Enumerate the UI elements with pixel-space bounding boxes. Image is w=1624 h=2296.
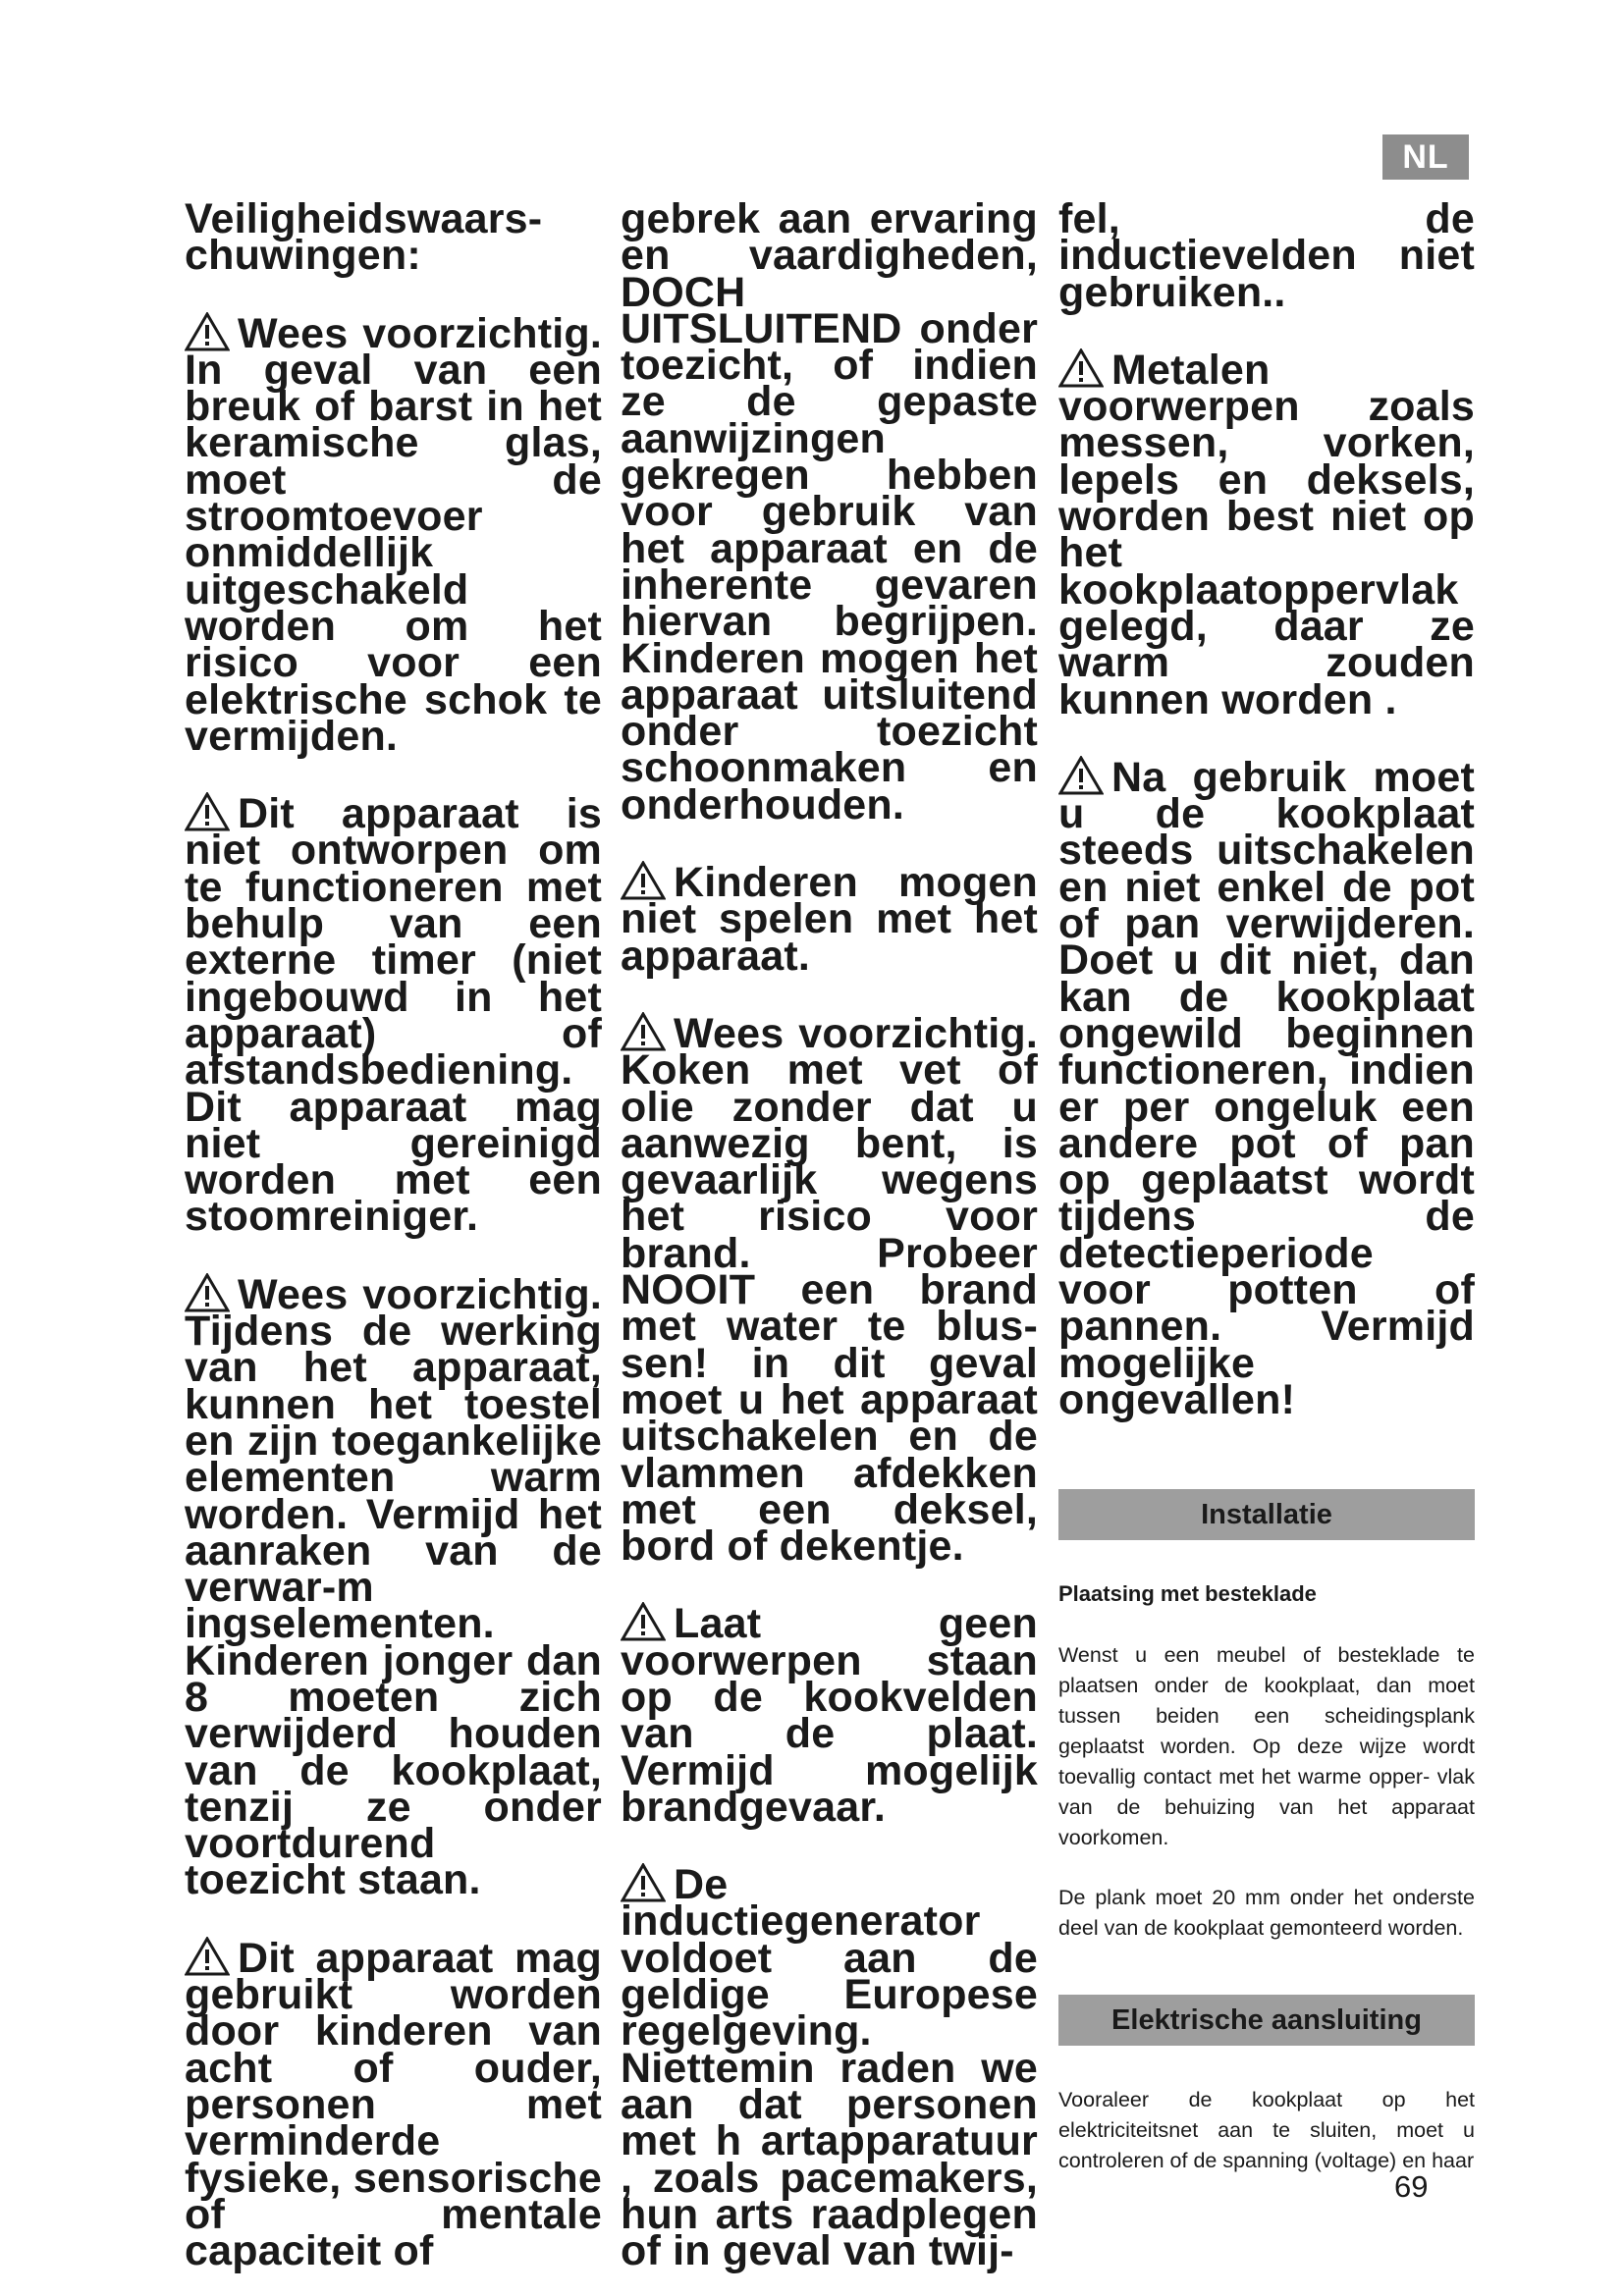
paragraph: fel, de inductievelden niet gebruiken.. bbox=[1058, 195, 1475, 316]
warning-triangle-icon bbox=[185, 1937, 230, 1976]
paragraph: Wees voorzichtig. In geval van een breuk of barst in het keramische glas, moet de stroomtoevoer onmiddellijk uitgeschakeld worden om het risico voor een elektrische schok te vermijden. bbox=[185, 309, 602, 760]
installation-section-header: Installatie bbox=[1058, 1489, 1475, 1540]
paragraph: Dit apparaat is niet ontworpen om te functioneren met behulp van een externe timer (niet ingebouwd in het apparaat) of afstandsbediening. Dit apparaat mag niet gereinigd worden met een stoomreiniger. bbox=[185, 790, 602, 1241]
warning-triangle-icon bbox=[185, 792, 230, 831]
paragraph: Na gebruik moet u de kookplaat steeds uitschakelen en niet enkel de pot of pan verwijderen. Doet u dit niet, dan kan de kookplaat ongewild beginnen functioneren, indien er per ongeluk een andere pot of pan op geplaatst wordt tijdens de detectieperiode voor potten of pannen. Vermijd mogelijke ongevallen! bbox=[1058, 753, 1475, 1423]
language-badge: NL bbox=[1382, 134, 1469, 180]
paragraph: Wenst u een meubel of besteklade te plaatsen onder de kookplaat, dan moet tussen beiden een scheidingsplank geplaatst worden. Op deze wijze wordt toevallig contact met het warme opper- vlak van de behuizing van het apparaat voorkomen. bbox=[1058, 1643, 1475, 1850]
paragraph: De inductiegenerator voldoet aan de geldige Europese regelgeving. Niettemin raden we aan dat personen met h artapparatuur , zoals pacemakers, hun arts raadplegen of in geval van twij- bbox=[621, 1861, 1038, 2275]
warning-triangle-icon bbox=[621, 1012, 666, 1051]
paragraph: De plank moet 20 mm onder het onderste deel van de kookplaat gemonteerd worden. bbox=[1058, 1886, 1475, 1941]
warning-triangle-icon bbox=[185, 312, 230, 351]
column-3 bbox=[1058, 195, 1475, 2176]
warning-triangle-icon bbox=[621, 1863, 666, 1902]
warning-triangle-icon bbox=[1058, 348, 1104, 388]
warning-triangle-icon bbox=[621, 1602, 666, 1641]
column-1 bbox=[185, 195, 602, 2275]
safety-heading: Veiligheidswaars-chuwingen: bbox=[185, 195, 543, 280]
paragraph: Vooraleer de kookplaat op het elektriciteitsnet aan te sluiten, moet u controleren of de spanning (voltage) en haar bbox=[1058, 2088, 1475, 2173]
warning-triangle-icon bbox=[185, 1273, 230, 1312]
electrical-connection-section-header: Elektrische aansluiting bbox=[1058, 1995, 1475, 2046]
warning-triangle-icon bbox=[621, 861, 666, 900]
paragraph: Metalen voorwerpen zoals messen, vorken, lepels en deksels, worden best niet op het kookplaatoppervlak gelegd, daar ze warm zouden kunnen worden . bbox=[1058, 346, 1475, 723]
paragraph: Dit apparaat mag gebruikt worden door kinderen van acht of ouder, personen met verminderde fysieke, sensorische of mentale capaciteit of bbox=[185, 1934, 602, 2275]
installation-subheading: Plaatsing met besteklade bbox=[1058, 1581, 1317, 1607]
paragraph: Wees voorzichtig. Tijdens de werking van het apparaat, kunnen het toestel en zijn toegankelijke elementen warm worden. Vermijd het aanraken van de verwar-m ingselementen. Kinderen jonger dan 8 moeten zich verwijderd houden van de kookplaat, tenzij ze onder voortdurend toezicht staan. bbox=[185, 1270, 602, 1904]
paragraph: Kinderen mogen niet spelen met het apparaat. bbox=[621, 859, 1038, 980]
paragraph: gebrek aan ervaring en vaardigheden, DOCH UITSLUITEND onder toezicht, of indien ze de gepaste aanwijzingen gekregen hebben voor gebruik van het apparaat en de inherente gevaren hiervan begrijpen. Kinderen mogen het apparaat uitsluitend onder toezicht schoonmaken en onderhouden. bbox=[621, 195, 1038, 828]
paragraph: Laat geen voorwerpen staan op de kookvelden van de plaat. Vermijd mogelijk brandgevaar. bbox=[621, 1600, 1038, 1831]
page-number: 69 bbox=[1394, 2169, 1429, 2204]
paragraph: Wees voorzichtig. Koken met vet of olie zonder dat u aanwezig bent, is gevaarlijk wegens het risico voor brand. Probeer NOOIT een brand met water te blus- sen! in dit geval moet u het apparaat uitschakelen en de vlammen afdekken met een deksel, bord of dekentje. bbox=[621, 1009, 1038, 1571]
column-2 bbox=[621, 195, 1038, 2275]
warning-triangle-icon bbox=[1058, 756, 1104, 795]
